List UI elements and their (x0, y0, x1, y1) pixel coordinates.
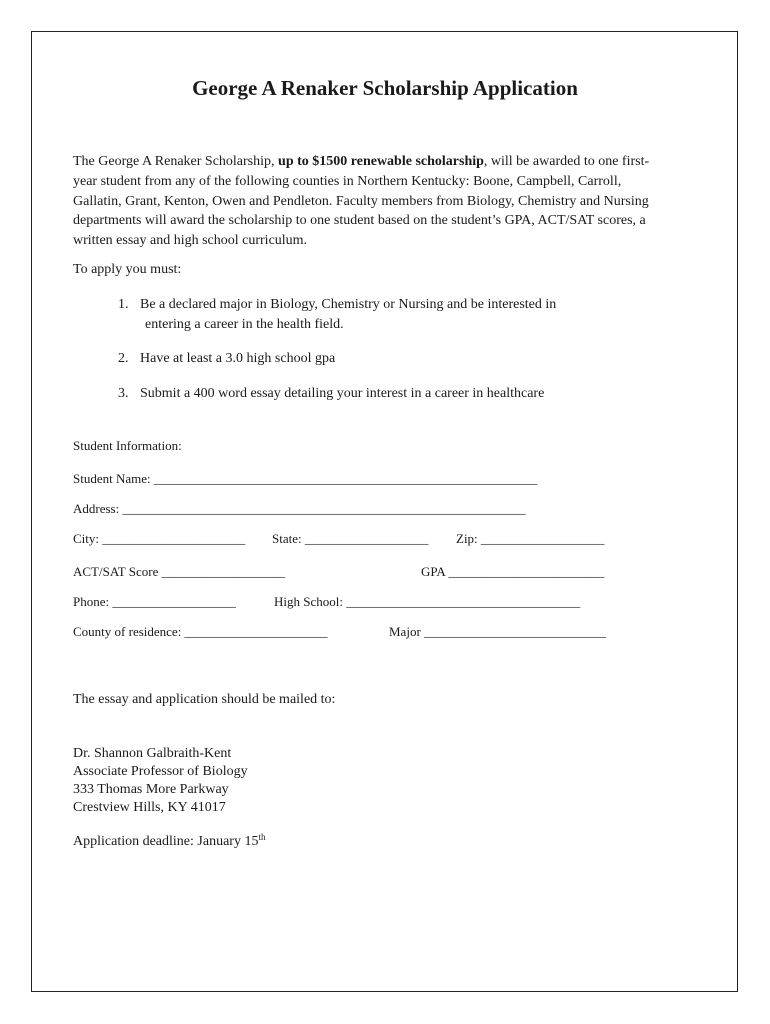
address-line: Crestview Hills, KY 41017 (73, 800, 226, 815)
zip-field[interactable]: Zip: ___________________ (456, 531, 605, 546)
requirement-number: 1. (118, 297, 129, 312)
act-sat-score-field[interactable]: ACT/SAT Score ___________________ (73, 564, 286, 579)
requirement-text: Have at least a 3.0 high school gpa (140, 351, 336, 366)
requirement-number: 2. (118, 351, 129, 366)
gpa-field[interactable]: GPA ________________________ (421, 564, 605, 579)
application-deadline (73, 834, 265, 850)
address-line: 333 Thomas More Parkway (73, 782, 229, 797)
requirement-item-1 (118, 297, 556, 313)
mail-instructions: The essay and application should be mailed to: (73, 692, 336, 707)
city-field[interactable]: City: ______________________ (73, 531, 246, 546)
deadline-text: Application deadline: January 15 (73, 834, 259, 849)
requirement-item-1-continued: entering a career in the health field. (145, 317, 344, 332)
intro-bold-text: up to $1500 renewable scholarship (278, 154, 484, 169)
intro-paragraph (73, 152, 673, 251)
requirement-item-3 (118, 386, 544, 402)
high-school-field[interactable]: High School: ____________________________________ (274, 594, 581, 609)
page-title: George A Renaker Scholarship Application (192, 76, 578, 100)
requirement-number: 3. (118, 386, 129, 401)
requirement-item-2 (118, 351, 335, 367)
requirement-text: Be a declared major in Biology, Chemistry or Nursing and be interested in (140, 297, 557, 312)
requirement-text: Submit a 400 word essay detailing your interest in a career in healthcare (140, 386, 545, 401)
address-field[interactable]: Address: ______________________________________________________________ (73, 501, 526, 516)
state-field[interactable]: State: ___________________ (272, 531, 429, 546)
student-info-heading: Student Information: (73, 438, 182, 453)
mailing-address-block (73, 745, 248, 817)
major-field[interactable]: Major ____________________________ (389, 624, 607, 639)
apply-heading: To apply you must: (73, 262, 182, 277)
address-line: Dr. Shannon Galbraith-Kent (73, 746, 232, 761)
address-line: Associate Professor of Biology (73, 764, 248, 779)
intro-text-start: The George A Renaker Scholarship, (73, 154, 279, 169)
phone-field[interactable]: Phone: ___________________ (73, 594, 236, 609)
deadline-superscript: th (258, 832, 266, 842)
county-of-residence-field[interactable]: County of residence: ______________________ (73, 624, 328, 639)
student-name-field[interactable]: Student Name: ___________________________________________________________ (73, 471, 538, 486)
intro-text-end: , will be awarded to one first-year student from any of the following counties in Northern Kentucky: Boone, Campbell, Carroll, Gallatin, Grant, Kenton, Owen and Pendleton. Faculty members from Biology, Chemistry and Nursing departments will award the scholarship to one student based on the student’s GPA, ACT/SAT scores, a written essay and high school curriculum. (73, 154, 650, 249)
